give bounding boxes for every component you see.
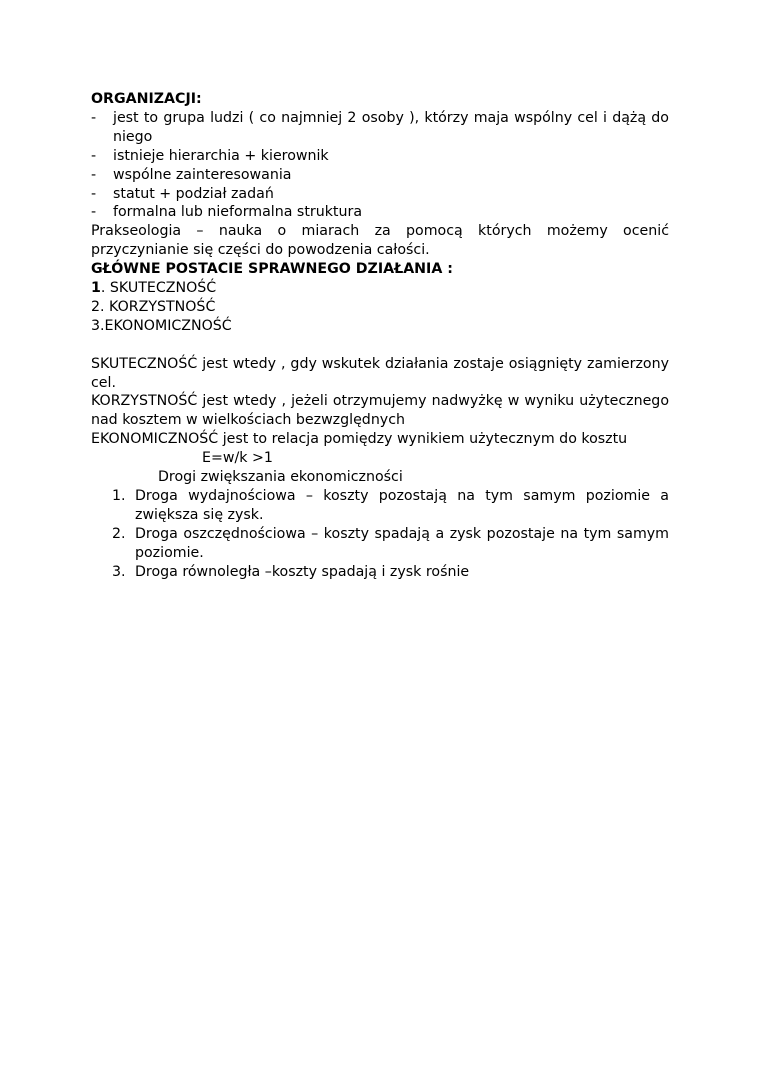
definition-skutecznosc: SKUTECZNOŚĆ jest wtedy , gdy wskutek działania zostaje osiągnięty zamierzony cel. xyxy=(91,355,669,391)
dash-marker: - xyxy=(91,185,97,202)
org-list-item xyxy=(91,109,669,147)
org-list-item xyxy=(91,147,669,166)
org-list-item xyxy=(91,203,669,222)
definition-ekonomicznosc: EKONOMICZNOŚĆ jest to relacja pomiędzy wynikiem użytecznym do kosztu xyxy=(91,431,628,448)
formula: E=w/k >1 xyxy=(202,450,273,467)
definition-korzystnosc: KORZYSTNOŚĆ jest wtedy , jeżeli otrzymujemy nadwyżkę w wyniku użytecznego nad kosztem w wielkościach bezwzględnych xyxy=(91,393,669,429)
blank-line xyxy=(91,336,669,355)
drogi-list-item xyxy=(91,563,669,582)
dash-marker: - xyxy=(91,147,97,164)
list-number: 1. xyxy=(112,488,126,505)
postac-item-2: 2. KORZYSTNOŚĆ xyxy=(91,298,216,315)
drogi-title: Drogi zwiększania ekonomiczności xyxy=(158,469,403,486)
org-list-item-text: formalna lub nieformalna struktura xyxy=(113,204,363,221)
dash-marker: - xyxy=(91,204,97,221)
postac-item-1-number: 1 xyxy=(91,280,101,297)
dash-marker: - xyxy=(91,166,97,183)
dash-marker: - xyxy=(91,109,97,126)
org-list-item-text: jest to grupa ludzi ( co najmniej 2 osoby ), którzy maja wspólny cel i dążą do niego xyxy=(113,109,669,145)
postac-item-1-text: . SKUTECZNOŚĆ xyxy=(100,280,217,297)
list-number: 3. xyxy=(112,563,126,580)
org-list-item-text: wspólne zainteresowania xyxy=(113,166,292,183)
org-list-item xyxy=(91,185,669,204)
drogi-list-item-text: Droga wydajnościowa – koszty pozostają na tym samym poziomie a zwiększa się zysk. xyxy=(135,488,669,523)
heading-organizacji: ORGANIZACJI: xyxy=(91,91,202,107)
postac-item-3: 3.EKONOMICZNOŚĆ xyxy=(91,317,232,334)
heading-glowne-postacie: GŁÓWNE POSTACIE SPRAWNEGO DZIAŁANIA : xyxy=(91,261,453,278)
drogi-list-item-text: Droga oszczędnościowa – koszty spadają a zysk pozostaje na tym samym poziomie. xyxy=(135,525,669,561)
drogi-list xyxy=(91,487,669,582)
org-list-item xyxy=(91,166,669,185)
drogi-list-item xyxy=(91,487,669,525)
document-body xyxy=(91,90,669,582)
org-list xyxy=(91,109,669,222)
postac-item-1 xyxy=(91,279,669,298)
drogi-list-item xyxy=(91,525,669,563)
prakseologia-paragraph: Prakseologia – nauka o miarach za pomocą których możemy ocenić przyczynianie się części do powodzenia całości. xyxy=(91,223,669,259)
org-list-item-text: istnieje hierarchia + kierownik xyxy=(113,147,329,164)
org-list-item-text: statut + podział zadań xyxy=(113,185,274,202)
list-number: 2. xyxy=(112,525,126,542)
drogi-list-item-text: Droga równoległa –koszty spadają i zysk rośnie xyxy=(135,563,470,580)
